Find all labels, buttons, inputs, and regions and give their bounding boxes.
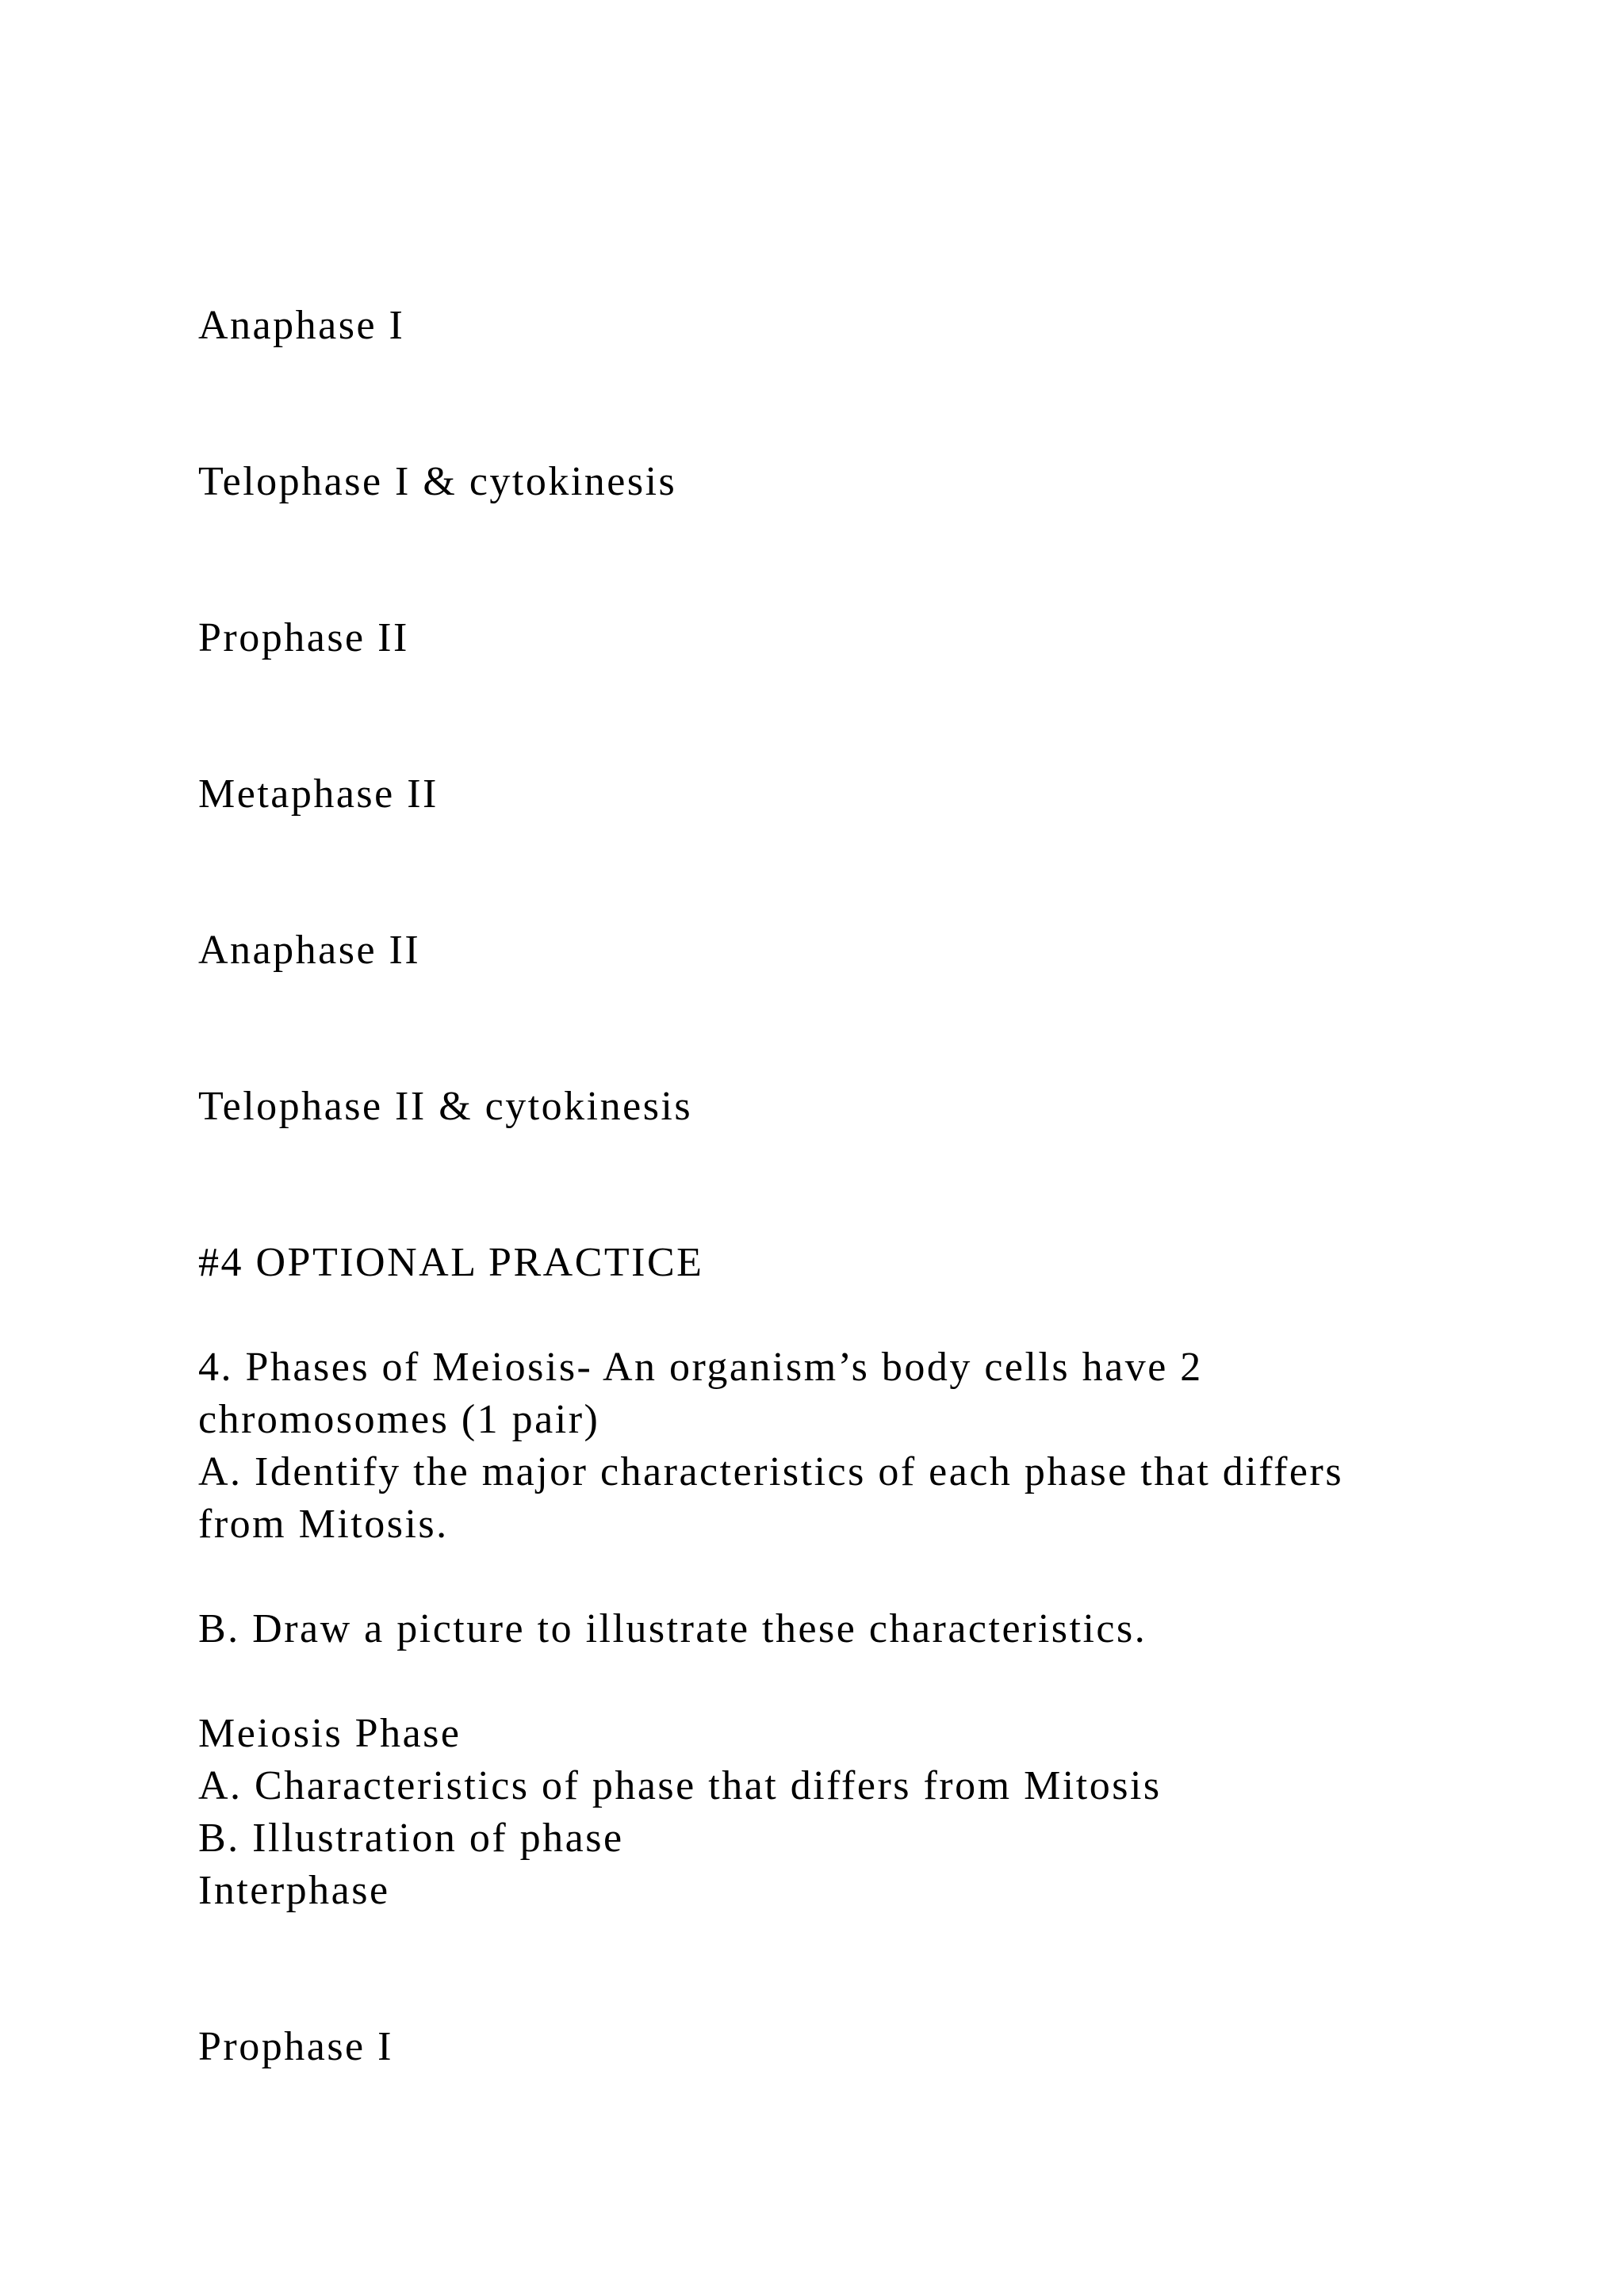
- table-header-illustration: B. Illustration of phase: [198, 1816, 624, 1861]
- phase-label-anaphase-2: Anaphase II: [198, 928, 421, 973]
- question-line-1: 4. Phases of Meiosis- An organism’s body cells have 2: [198, 1345, 1203, 1390]
- phase-label-telophase-1: Telophase I & cytokinesis: [198, 459, 677, 504]
- phase-label-metaphase-2: Metaphase II: [198, 771, 439, 817]
- table-header-characteristics: A. Characteristics of phase that differs from Mitosis: [198, 1763, 1162, 1808]
- phase-label-anaphase-1: Anaphase I: [198, 303, 405, 348]
- table-header-phase: Meiosis Phase: [198, 1711, 462, 1756]
- phase-label-prophase-2: Prophase II: [198, 615, 409, 660]
- question-part-a-line-2: from Mitosis.: [198, 1502, 449, 1547]
- section-heading: #4 OPTIONAL PRACTICE: [198, 1240, 704, 1285]
- phase-label-telophase-2: Telophase II & cytokinesis: [198, 1084, 693, 1129]
- question-part-a-line-1: A. Identify the major characteristics of each phase that differs: [198, 1449, 1344, 1494]
- question-line-2: chromosomes (1 pair): [198, 1397, 600, 1442]
- question-part-b: B. Draw a picture to illustrate these characteristics.: [198, 1606, 1147, 1651]
- table-row-prophase-1: Prophase I: [198, 2024, 393, 2069]
- table-row-interphase: Interphase: [198, 1868, 390, 1913]
